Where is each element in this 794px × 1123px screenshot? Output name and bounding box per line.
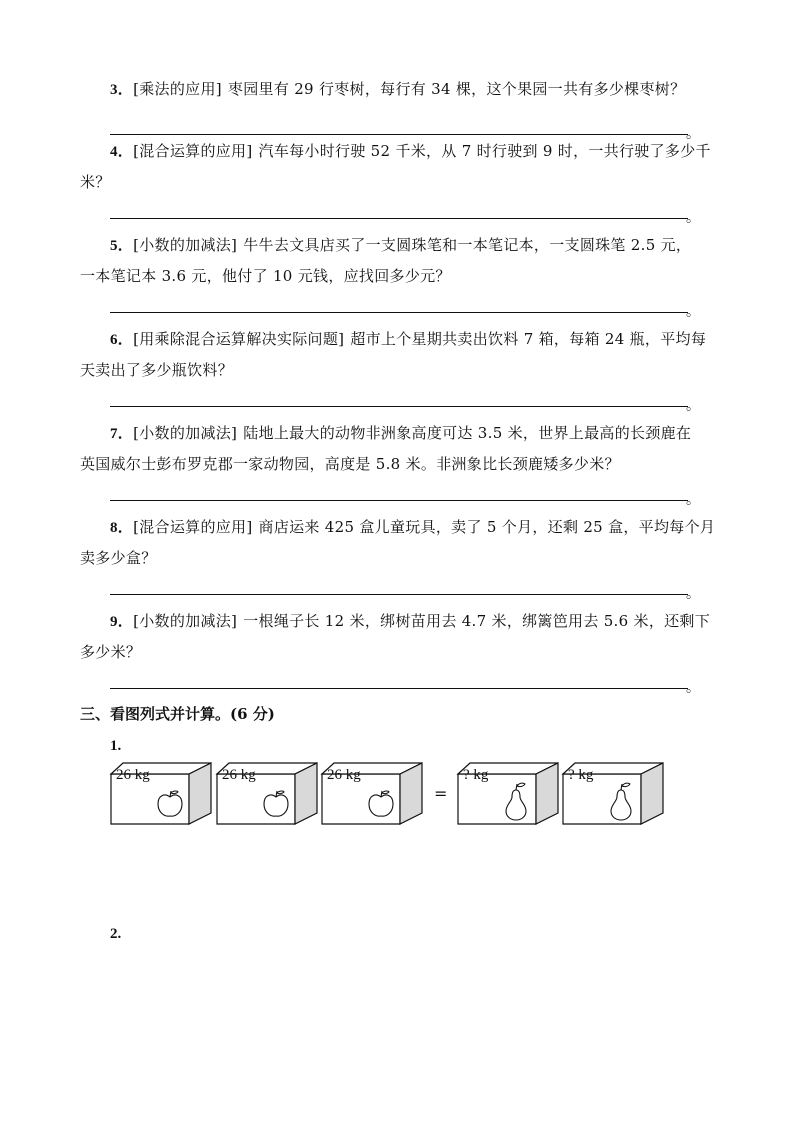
problem-text-line bbox=[80, 230, 716, 261]
problem-number: 9． bbox=[110, 614, 134, 630]
answer-line[interactable] bbox=[110, 680, 700, 696]
apple-box bbox=[110, 762, 214, 826]
problem-text: 牛牛去文具店买了一支圆珠笔和一本笔记本，一支圆珠笔 2.5 元， bbox=[243, 236, 692, 254]
box-weight-label: ? kg bbox=[568, 767, 594, 783]
problem-text-line: 英国威尔士彭布罗克郡一家动物园，高度是 5.8 米。非洲象比长颈鹿矮多少米？ bbox=[80, 455, 620, 473]
problem-text-line: 多少米？ bbox=[80, 643, 142, 661]
apple-box bbox=[216, 762, 320, 826]
answer-period: 。 bbox=[686, 126, 700, 142]
equals-sign: = bbox=[434, 784, 448, 803]
problem-text: 一根绳子长 12 米，绑树苗用去 4.7 米，绑篱笆用去 5.6 米，还剩下 bbox=[243, 612, 711, 630]
problem-8 bbox=[80, 512, 716, 602]
problem-tag: [乘法的应用] bbox=[133, 80, 222, 98]
apple-icon bbox=[263, 789, 289, 819]
problem-number: 8． bbox=[110, 520, 134, 536]
problem-text-line: 一本笔记本 3.6 元，他付了 10 元钱，应找回多少元？ bbox=[80, 267, 451, 285]
answer-period: 。 bbox=[686, 398, 700, 414]
problem-text-line bbox=[80, 136, 716, 167]
problem-text: 枣园里有 29 行枣树，每行有 34 棵，这个果园一共有多少棵枣树？ bbox=[227, 80, 686, 98]
box-weight-label: 26 kg bbox=[222, 767, 256, 783]
problem-number: 7． bbox=[110, 426, 134, 442]
problem-text-line bbox=[80, 324, 716, 355]
problem-text: 汽车每小时行驶 52 千米，从 7 时行驶到 9 时，一共行驶了多少千 bbox=[258, 142, 711, 160]
box-weight-label: ? kg bbox=[463, 767, 489, 783]
answer-line[interactable] bbox=[110, 304, 700, 320]
problem-text-line: 卖多少盒？ bbox=[80, 549, 157, 567]
problem-text-line: 米？ bbox=[80, 173, 111, 191]
pear-icon bbox=[609, 781, 633, 821]
problem-number: 5． bbox=[110, 238, 134, 254]
apple-box bbox=[321, 762, 425, 826]
problem-text: 商店运来 425 盒儿童玩具，卖了 5 个月，还剩 25 盒，平均每个月 bbox=[258, 518, 716, 536]
problem-number: 4． bbox=[110, 144, 134, 160]
problem-4 bbox=[80, 136, 716, 226]
question-1-label: 1. bbox=[110, 738, 122, 754]
problem-7 bbox=[80, 418, 716, 508]
problem-number: 3． bbox=[110, 82, 134, 98]
problem-3 bbox=[80, 74, 716, 142]
answer-period: 。 bbox=[686, 304, 700, 320]
box-weight-label: 26 kg bbox=[327, 767, 361, 783]
pear-box bbox=[457, 762, 561, 826]
problem-text: 陆地上最大的动物非洲象高度可达 3.5 米，世界上最高的长颈鹿在 bbox=[243, 424, 692, 442]
problem-tag: [混合运算的应用] bbox=[133, 142, 253, 160]
answer-period: 。 bbox=[686, 586, 700, 602]
problem-tag: [小数的加减法] bbox=[133, 424, 238, 442]
answer-period: 。 bbox=[686, 680, 700, 696]
answer-period: 。 bbox=[686, 492, 700, 508]
problem-text-line: 天卖出了多少瓶饮料？ bbox=[80, 361, 234, 379]
problem-6 bbox=[80, 324, 716, 414]
problem-tag: [用乘除混合运算解决实际问题] bbox=[133, 330, 345, 348]
apple-icon bbox=[157, 789, 183, 819]
pear-icon bbox=[504, 781, 528, 821]
problem-tag: [小数的加减法] bbox=[133, 236, 238, 254]
answer-line[interactable] bbox=[110, 586, 700, 602]
problem-text-line bbox=[80, 74, 716, 105]
problem-9 bbox=[80, 606, 716, 696]
answer-line[interactable] bbox=[110, 210, 700, 226]
problem-5 bbox=[80, 230, 716, 320]
section-heading: 三、看图列式并计算。(6 分) bbox=[80, 705, 275, 723]
answer-line[interactable] bbox=[110, 398, 700, 414]
problem-tag: [混合运算的应用] bbox=[133, 518, 253, 536]
box-weight-label: 26 kg bbox=[116, 767, 150, 783]
question-2-label: 2. bbox=[110, 926, 122, 942]
pear-box bbox=[562, 762, 666, 826]
problem-text-line bbox=[80, 418, 716, 449]
problem-text-line bbox=[80, 512, 716, 543]
problem-text-line bbox=[80, 606, 716, 637]
problem-text: 超市上个星期共卖出饮料 7 箱，每箱 24 瓶，平均每 bbox=[350, 330, 707, 348]
apple-icon bbox=[368, 789, 394, 819]
answer-line[interactable] bbox=[110, 126, 700, 142]
problem-tag: [小数的加减法] bbox=[133, 612, 238, 630]
answer-line[interactable] bbox=[110, 492, 700, 508]
problem-number: 6． bbox=[110, 332, 134, 348]
answer-period: 。 bbox=[686, 210, 700, 226]
